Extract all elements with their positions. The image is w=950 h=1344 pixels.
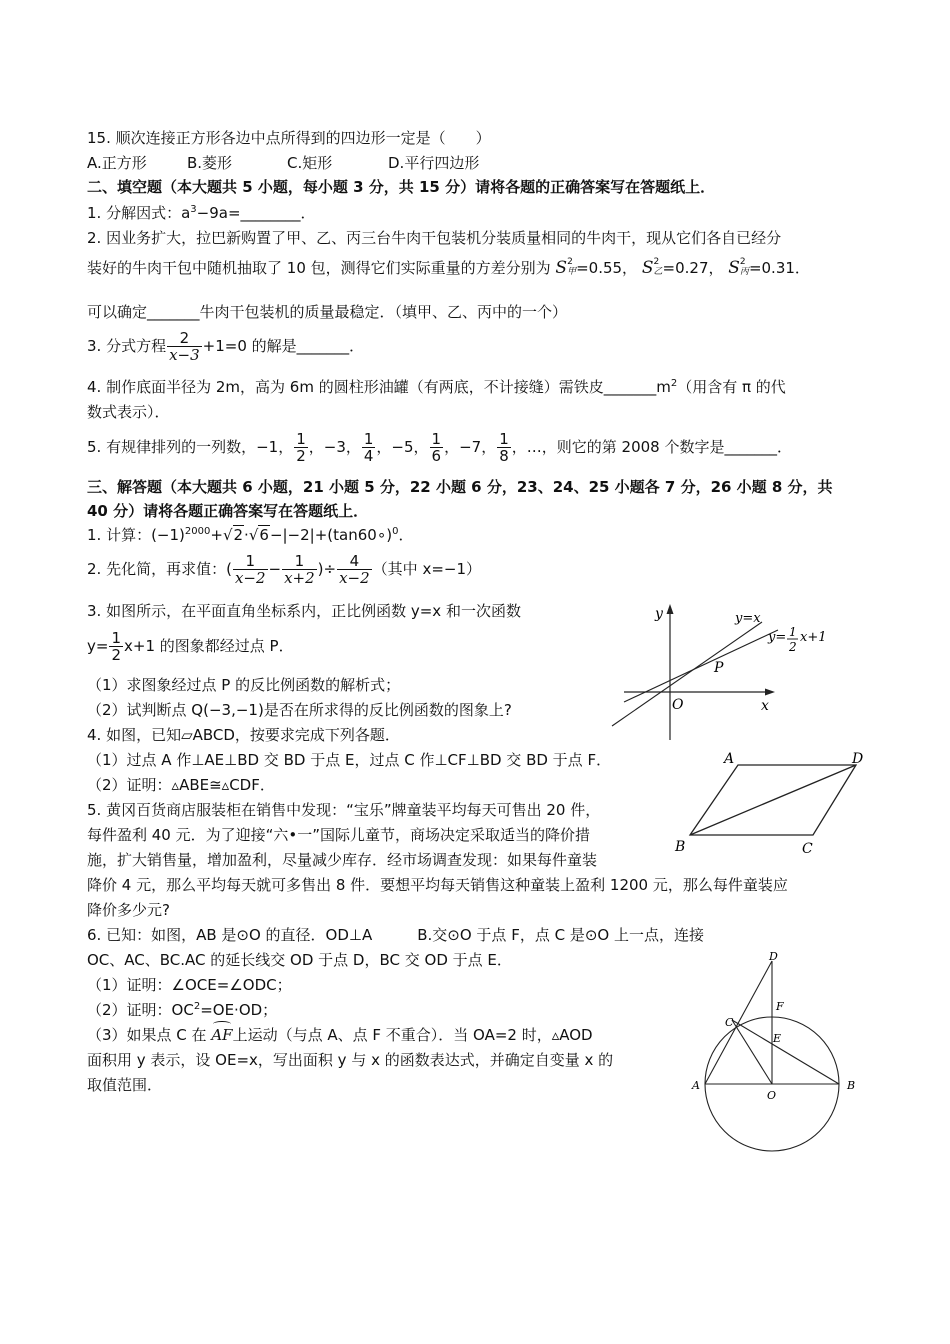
diagonal-bd xyxy=(690,765,856,835)
s3-q6-sub3-line3: 取值范围． xyxy=(87,1076,163,1094)
s3-q1: 1. 计算：$(-1)^{2000}+√2\cdot√6-|-2|+(\tan 60\circ)^0$． xyxy=(87,526,414,544)
s3-q4-sub2: （2）证明：▵ABE≅▵CDF． xyxy=(87,776,275,794)
figure-coordinate-graph xyxy=(600,598,850,748)
s3-q6-line1: 6. 已知：如图，AB 是⊙O 的直径．OD⊥A B.交⊙O 于点 F，点 C 是⊙O 上一点，连接 xyxy=(87,926,704,944)
figure-circle xyxy=(685,948,870,1163)
s3-q3-sub1: （1）求图象经过点 P 的反比例函数的解析式； xyxy=(87,676,401,694)
s2-q2-line3: 可以确定_______牛肉干包装机的质量最稳定．（填甲、乙、丙中的一个） xyxy=(87,303,568,321)
s2-q2-line1: 2. 因业务扩大，拉巴新购置了甲、乙、丙三台牛肉干包装机分装质量相同的牛肉干，现从它们各自已经分 xyxy=(87,229,782,247)
s3-q6-sub2: （2）证明：$OC^2=OE\cdot OD$； xyxy=(87,1001,278,1019)
s2-q5: 5. 有规律排列的一列数，−1， $\frac{1}{2}$ ，−3， $\frac{1}{4}$ ，−5， $\frac{1}{6}$ ，−7， $\frac{1}{8}$ ，…，则它的第 2008 个数字是_______． xyxy=(87,430,792,465)
s2-q2-line2: 装好的牛肉干包中随机抽取了 10 包，测得它们实际重量的方差分别为 S 2 甲 =0.55， S 2 乙 =0.27， S 2 丙 =0.31． xyxy=(87,256,810,278)
y-axis-arrow xyxy=(667,604,674,614)
vertex-c: C xyxy=(802,841,813,857)
q15-options xyxy=(87,153,480,173)
s3-q4-line1: 4. 如图，已知▱ABCD，按要求完成下列各题． xyxy=(87,726,400,744)
q15-stem: 15. 顺次连接正方形各边中点所得到的四边形一定是（ ） xyxy=(87,129,491,147)
s2-q4-line1: 4. 制作底面半径为 2m，高为 6m 的圆柱形油罐（有两底，不计接缝）需铁皮$\_\_\_\_\_\_\_m^2$（用含有 π 的代 xyxy=(87,378,786,396)
label-line2-post: x+1 xyxy=(800,630,827,645)
label-point-p: P xyxy=(714,660,724,676)
point-e: E xyxy=(773,1032,782,1045)
point-a: A xyxy=(692,1079,700,1092)
s3-q6-line2: OC、AC、BC.AC 的延长线交 OD 于点 D，BC 交 OD 于点 E． xyxy=(87,951,512,969)
q15-option-c: C.矩形 xyxy=(287,154,333,172)
s3-q5-line1: 5. 黄冈百货商店服装柜在销售中发现：“宝乐”牌童装平均每天可售出 20 件， xyxy=(87,801,601,819)
q15-option-b: B.菱形 xyxy=(187,154,233,172)
section3-header-1: 三、解答题（本大题共 6 小题，21 小题 5 分，22 小题 6 分，23、24、25 小题各 7 分，26 小题 8 分，共 xyxy=(87,478,833,496)
label-line2-den: 2 xyxy=(789,640,797,654)
section3-header-2: 40 分）请将各题正确答案写在答题纸上． xyxy=(87,502,369,520)
figure-parallelogram xyxy=(668,745,878,860)
line-oc xyxy=(732,1020,772,1084)
point-c: C xyxy=(725,1016,734,1029)
label-origin: O xyxy=(672,697,684,713)
label-line2-pre: y= xyxy=(768,630,787,645)
x-axis-arrow xyxy=(765,689,775,696)
s2-q3: 3. 分式方程 $\frac{2}{x-3}$ +1=0 的解是_______． xyxy=(87,329,365,364)
s3-q5-line4: 降价 4 元，那么平均每天就可多售出 8 件．要想平均每天销售这种童装上盈利 1200 元，那么每件童装应 xyxy=(87,876,788,894)
point-b: B xyxy=(847,1079,856,1092)
s3-q6-sub3: （3）如果点 C 在 AF上运动（与点 A、点 F 不重合）．当 OA=2 时，▵AOD xyxy=(87,1025,593,1045)
s3-q3-sub2: （2）试判断点 Q(−3,−1)是否在所求得的反比例函数的图象上? xyxy=(87,701,512,719)
line-half-x-plus-1 xyxy=(624,630,778,702)
point-d: D xyxy=(769,950,778,963)
s3-q6-sub1: （1）证明：∠OCE=∠ODC； xyxy=(87,976,292,994)
label-line-y-equals-x: y=x xyxy=(735,611,761,626)
s3-q5-line2: 每件盈利 40 元．为了迎接“六•一”国际儿童节，商场决定采取适当的降价措 xyxy=(87,826,591,844)
vertex-d: D xyxy=(852,751,864,767)
s3-q3-line1: 3. 如图所示，在平面直角坐标系内，正比例函数 y=x 和一次函数 xyxy=(87,602,521,620)
s3-q3-line2: y= $\frac{1}{2}$ x+1 的图象都经过点 P． xyxy=(87,629,294,664)
arc-af: AF xyxy=(211,1026,233,1044)
vertex-b: B xyxy=(675,839,686,855)
s3-q5-line5: 降价多少元? xyxy=(87,901,170,919)
section2-header: 二、填空题（本大题共 5 小题，每小题 3 分，共 15 分）请将各题的正确答案写在答题纸上． xyxy=(87,178,716,196)
point-o: O xyxy=(767,1089,777,1102)
label-line2-num: 1 xyxy=(789,625,797,639)
vertex-a: A xyxy=(724,751,735,767)
s2-q4-line2: 数式表示）． xyxy=(87,403,170,421)
q15-option-a: A.正方形 xyxy=(87,154,147,172)
s2-q1: 1. 分解因式：$a^3-9a=\_\_\_\_\_\_\_\_$． xyxy=(87,204,316,222)
line-y-equals-x xyxy=(612,622,762,726)
s3-q5-line3: 施，扩大销售量，增加盈利，尽量减少库存．经市场调查发现：如果每件童装 xyxy=(87,851,598,869)
s3-q2: 2. 先化简，再求值：( $\frac{1}{x-2}$ − $\frac{1}{x+2}$ )÷ $\frac{4}{x-2}$ （其中 x=−1） xyxy=(87,552,481,587)
point-f: F xyxy=(776,1000,784,1013)
s3-q4-sub1: （1）过点 A 作⊥AE⊥BD 交 BD 于点 E，过点 C 作⊥CF⊥BD 交 BD 于点 F． xyxy=(87,751,612,769)
s3-q6-sub3-line2: 面积用 y 表示，设 OE=x，写出面积 y 与 x 的函数表达式，并确定自变量 x 的 xyxy=(87,1051,614,1069)
line-cb xyxy=(732,1020,839,1084)
line-ad xyxy=(705,961,772,1084)
label-y-axis: y xyxy=(655,606,663,622)
q15-option-d: D.平行四边形 xyxy=(388,154,480,172)
label-x-axis: x xyxy=(761,698,769,714)
